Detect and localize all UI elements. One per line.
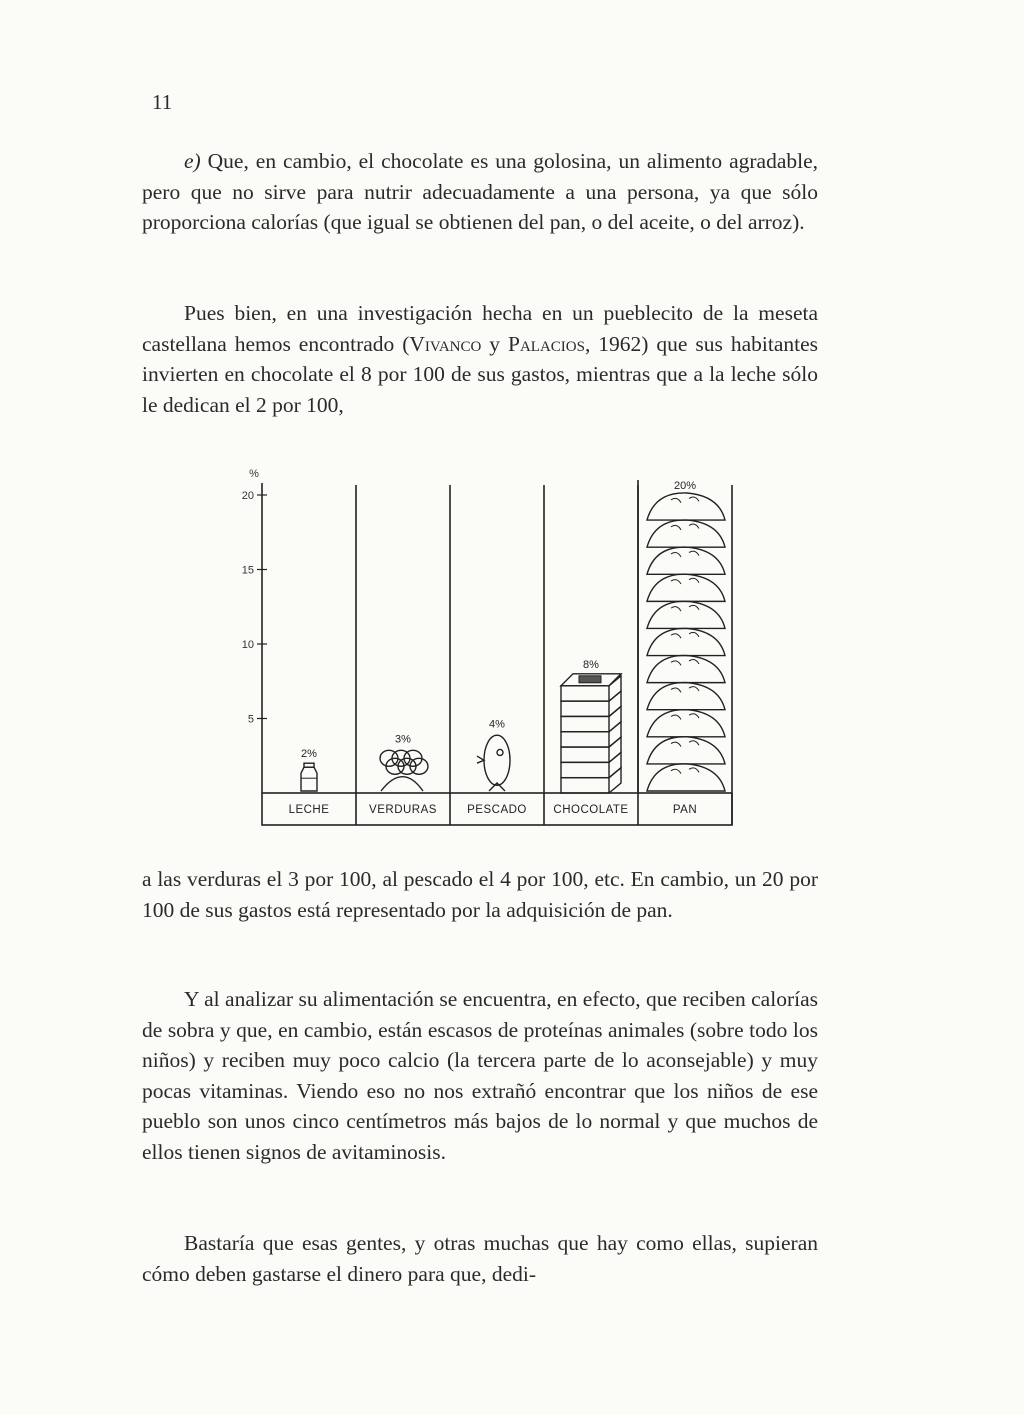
paragraph-4 <box>142 984 818 1167</box>
bread-loaves-icon <box>647 493 725 791</box>
category-label: VERDURAS <box>369 804 437 816</box>
category-label: PAN <box>672 804 698 816</box>
expenditure-chart <box>230 465 740 835</box>
author-palacios: Palacios <box>508 331 585 356</box>
paragraph-2 <box>142 298 818 420</box>
y-tick-label: 20 <box>241 490 254 502</box>
y-tick-label: 10 <box>241 639 254 651</box>
y-axis-unit: % <box>249 468 259 480</box>
value-label: 20% <box>673 480 697 492</box>
value-label: 8% <box>583 658 599 671</box>
value-label: 4% <box>489 718 505 731</box>
category-label: LECHE <box>288 804 330 816</box>
milk-bottle-icon <box>301 763 317 791</box>
chart-canvas <box>230 465 740 835</box>
paragraph-4-text: Y al analizar su alimentación se encuentra, en efecto, que reciben calorías de sobra y que, en cambio, están escasos de proteínas animales (sobre todo los niños) y reciben muy poco calcio (la tercera parte de lo aconsejable) y muy pocas vitaminas. Viendo eso no nos extrañó encontrar que los niños de ese pueblo son unos cinco centímetros más bajos de lo normal y que muchos de ellos tienen signos de avitaminosis. <box>142 987 818 1164</box>
category-label: PESCADO <box>467 804 527 816</box>
page-number: 11 <box>152 90 173 114</box>
paragraph-2-and: y <box>481 331 508 356</box>
paragraph-3-text: a las verduras el 3 por 100, al pescado el 4 por 100, etc. En cambio, un 20 por 100 de sus gastos está representado por la adquisición de pan. <box>142 867 818 922</box>
y-tick-label: 15 <box>241 564 254 577</box>
author-vivanco: Vivanco <box>409 331 482 356</box>
chocolate-stack-icon <box>561 674 621 793</box>
paragraph-3 <box>142 864 818 925</box>
paragraph-5 <box>142 1228 818 1289</box>
fish-icon <box>477 735 510 791</box>
list-label: e) <box>184 149 201 173</box>
paragraph-2-text-b: , 1962) que sus habitantes invierten en chocolate el 8 por 100 de sus gastos, mientras que a la leche sólo le dedican el 2 por 100, <box>142 331 818 417</box>
vegetables-icon <box>380 750 428 791</box>
value-label: 2% <box>301 748 317 761</box>
paragraph-5-text: Bastaría que esas gentes, y otras muchas que hay como ellas, supieran cómo deben gastarse el dinero para que, dedi- <box>142 1231 818 1286</box>
y-tick-label: 5 <box>247 713 254 726</box>
paragraph-1 <box>142 146 818 238</box>
value-label: 3% <box>395 733 411 746</box>
paragraph-2-text-a: Pues bien, en una investigación hecha en un pueblecito de la meseta castellana hemos encontrado ( <box>142 301 818 356</box>
paragraph-1-text: Que, en cambio, el chocolate es una golosina, un alimento agradable, pero que no sirve para nutrir adecuadamente a una persona, ya que sólo proporciona calorías (que igual se obtienen del pan, o del aceite, o del arroz). <box>142 149 819 234</box>
category-label: CHOCOLATE <box>553 804 629 816</box>
